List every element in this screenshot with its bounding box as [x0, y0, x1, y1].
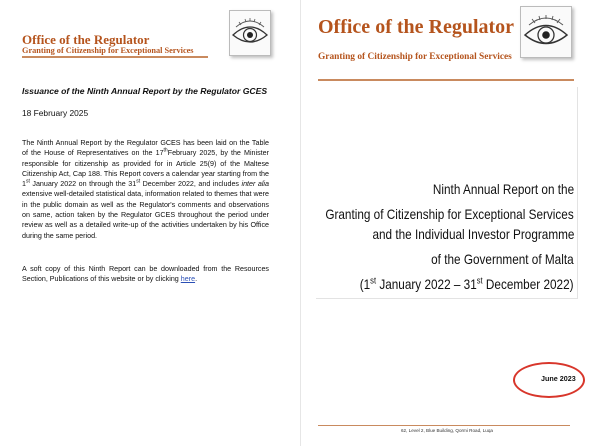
eye-seal-icon	[229, 10, 271, 56]
report-title-line-2: Granting of Citizenship for Exceptional Services	[325, 206, 574, 222]
cover-header-title: Office of the Regulator	[318, 16, 515, 38]
report-title-line-1: Ninth Annual Report on the	[432, 181, 574, 197]
press-release-headline: Issuance of the Ninth Annual Report by the Regulator GCES	[22, 86, 268, 96]
report-title-line-3: and the Individual Investor Programme	[372, 226, 574, 242]
report-period: (1st January 2022 – 31st December 2022)	[360, 275, 574, 292]
report-cover-page	[301, 0, 600, 446]
download-here-link[interactable]: here	[180, 275, 196, 284]
left-header-title: Office of the Regulator	[22, 32, 150, 47]
footer-address: 62, Level 2, Blue Building, Qormi Road, Luqa	[401, 428, 493, 433]
publication-date: June 2023	[541, 374, 576, 383]
press-release-body: The Ninth Annual Report by the Regulator GCES has been laid on the Table of the House of Representatives on the 17thFebruary 2025, by the Minister responsible for citizenship as provided for in Article 25(9) of the Maltese Citizenship Act, Cap 188. This Report covers a calendar year starting from the 1st January 2022 on through the 31st December 2022, and includes inter alia extensive well-detailed statistical data, information related to themes that were in the public domain as well as the Regulator's comments and observations on same, action taken by the Regulator GCES throughout the period under review as well as a detailed write-up of the activities undertaken by his Office during the same period.	[22, 139, 269, 240]
footer-divider	[318, 425, 570, 426]
cover-header-divider	[318, 79, 574, 81]
soft-copy-paragraph: A soft copy of this Ninth Report can be downloaded from the Resources Section, Publications of this website or by clicking here.	[22, 265, 269, 284]
left-header-divider	[22, 56, 208, 58]
cover-header-subtitle: Granting of Citizenship for Exceptional Services	[318, 52, 512, 62]
left-header-subtitle: Granting of Citizenship for Exceptional Services	[22, 46, 194, 55]
press-release-date: 18 February 2025	[22, 108, 89, 118]
report-title-line-4: of the Government of Malta	[431, 251, 574, 267]
eye-seal-icon	[520, 6, 572, 58]
